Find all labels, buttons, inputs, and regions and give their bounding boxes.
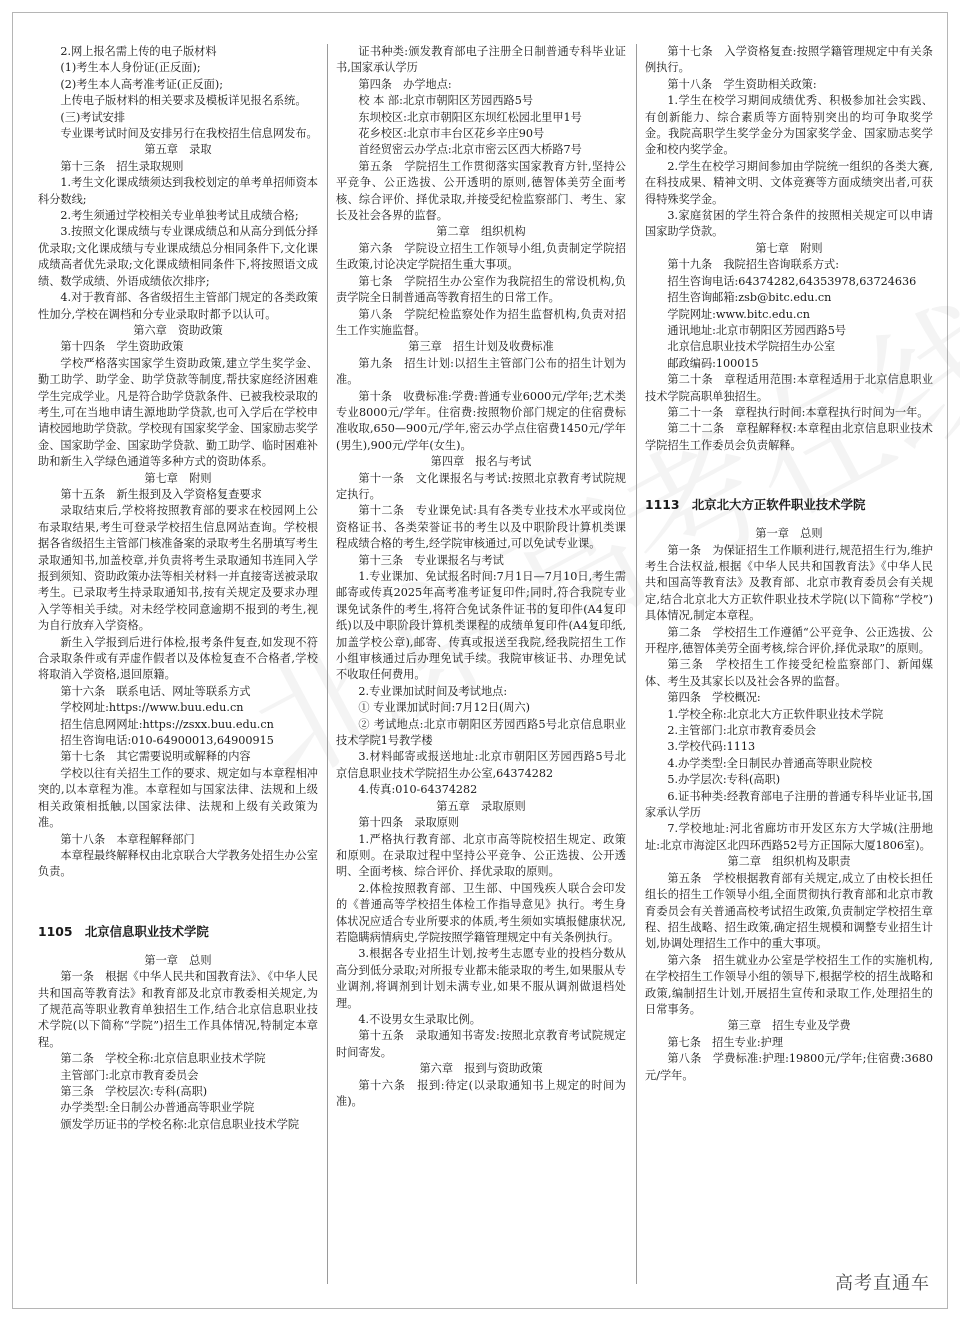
chapter-heading: 第六章 报到与资助政策 xyxy=(419,1062,543,1076)
chapter-heading: 第四章 报名与考试 xyxy=(430,455,532,469)
paragraph: 第十八条 学生资助相关政策: xyxy=(667,77,817,91)
paragraph: 2.考生须通过学校相关专业单独考试且成绩合格; xyxy=(60,209,299,223)
paragraph: 颁发学历证书的学校名称:北京信息职业技术学院 xyxy=(60,1117,300,1131)
paragraph: 第十九条 我院招生咨询联系方式: xyxy=(667,258,839,272)
paragraph: 3.根据各专业招生计划,按考生志愿专业的投档分数从高分到低分录取;对所报专业都未能录取的考生,如果服从专业调剂,将调剂到计划未满专业,如果不服从调剂做退档处理。 xyxy=(336,947,626,1010)
paragraph: 录取结束后,学校将按照教育部的要求在校园网上公布录取结果,考生可登录学校招生信息网站查询。学校根据各省级招生主管部门核准备案的录取考生名册填写考生录取通知书,加盖校章,并负责将考生录取通知书连同入学报到须知、资助政策办法等相关材料一并直接寄送被录取考生。已录取考生持录取通知书,按有关规定及要求办理入学等相关手续。对未经学校同意逾期不报到的考生,视为自行放弃入学资格。 xyxy=(38,504,318,633)
paragraph: 本章程最终解释权由北京联合大学教务处招生办公室负责。 xyxy=(38,848,318,879)
paragraph: 1.学校全称:北京北大方正软件职业技术学院 xyxy=(667,707,884,721)
paragraph: 2.网上报名需上传的电子版材料 xyxy=(60,45,217,58)
paragraph: 第四条 办学地点: xyxy=(358,77,452,91)
paragraph: 第十六条 联系电话、网址等联系方式 xyxy=(60,684,251,698)
paragraph: 第十七条 入学资格复查:按照学籍管理规定中有关条例执行。 xyxy=(645,45,933,75)
paragraph: 校 本 部:北京市朝阳区芳园西路5号 xyxy=(358,94,534,108)
paragraph: ① 专业课加试时间:7月12日(周六) xyxy=(358,701,531,715)
paragraph: 2.体检按照教育部、卫生部、中国残疾人联合会印发的《普通高等学校招生体检工作指导意见》执行。考生身体状况应适合专业所要求的体质,考生须如实填报健康状况,若隐瞒病情病史,学院按照学籍管理规定中有关条例执行。 xyxy=(336,881,626,944)
paragraph: 学校严格落实国家学生资助政策,建立学生奖学金、勤工助学、助学金、助学贷款等制度,帮扶家庭经济困难学生完成学业。凡是符合助学贷款条件、已被我校录取的考生,可在当地申请生源地助学贷款,也可入学后在学校申请校园地助学贷款。学校现有国家奖学金、国家励志奖学金、国家助学金、国家助学贷款、勤工助学、临时困难补助和新生入学绿色通道等多种方式的资助体系。 xyxy=(38,356,318,469)
paragraph: 2.学生在校学习期间参加由学院统一组织的各类大赛,在科技成果、精神文明、文体竞赛等方面成绩突出者,可获得特殊奖学金。 xyxy=(645,159,933,206)
paragraph: ② 考试地点:北京市朝阳区芳园西路5号北京信息职业技术学院1号教学楼 xyxy=(336,717,626,748)
paragraph: (三)考试安排 xyxy=(60,110,126,124)
paragraph: 第八条 学费标准:护理:19800元/学年;住宿费:3680元/学年。 xyxy=(645,1052,933,1082)
spacer xyxy=(645,454,933,496)
paragraph: 招生信息网网址:https://zsxx.buu.edu.cn xyxy=(60,717,274,731)
paragraph: 第十四条 录取原则 xyxy=(358,816,460,830)
paragraph: 第十五条 录取通知书寄发:按照北京教育考试院规定时间寄发。 xyxy=(336,1029,626,1059)
chapter-heading: 第一章 总则 xyxy=(144,953,212,967)
chapter-heading: 第二章 组织机构及职责 xyxy=(727,855,851,869)
paragraph: 第二十二条 章程解释权:本章程由北京信息职业技术学院招生工作委员会负责解释。 xyxy=(645,422,933,452)
paragraph: 第七条 学院招生办公室作为我院招生的常设机构,负责学院全日制普通高等教育招生的日常工作。 xyxy=(336,274,626,305)
paragraph: 4.办学类型:全日制民办普通高等职业院校 xyxy=(667,756,873,770)
paragraph: 第二十一条 章程执行时间:本章程执行时间为一年。 xyxy=(667,405,929,419)
chapter-heading: 第六章 资助政策 xyxy=(133,323,223,337)
chapter-heading: 第一章 总则 xyxy=(755,527,823,541)
paragraph: 主管部门:北京市教育委员会 xyxy=(60,1068,199,1082)
paragraph: 证书种类:颁发教育部电子注册全日制普通专科毕业证书,国家承认学历 xyxy=(336,45,626,75)
school-heading: 1113 北京北大方正软件职业技术学院 xyxy=(645,497,866,513)
paragraph: 第九条 招生计划:以招生主管部门公布的招生计划为准。 xyxy=(336,356,626,387)
paragraph: 招生咨询邮箱:zsb@bitc.edu.cn xyxy=(667,291,832,305)
paragraph: 第十一条 文化课报名与考试:按照北京教育考试院规定执行。 xyxy=(336,471,626,501)
brand-watermark: 高考直通车 xyxy=(835,1273,930,1294)
paragraph: 第十五条 新生报到及入学资格复查要求 xyxy=(60,487,262,501)
chapter-heading: 第五章 录取原则 xyxy=(436,799,526,813)
paragraph: 第一条 根据《中华人民共和国教育法》、《中华人民共和国高等教育法》和教育部及北京市教委相关规定,为了规范高等职业教育单独招生工作,结合北京信息职业技术学院(以下简称“学院”)招生工作具体情况,特制定本章程。 xyxy=(38,970,318,1049)
chapter-heading: 第二章 组织机构 xyxy=(436,225,526,239)
paragraph: 邮政编码:100015 xyxy=(667,356,759,370)
column-left xyxy=(38,44,318,1133)
paragraph: 招生咨询电话:64374282,64353978,63724636 xyxy=(667,274,917,288)
paragraph: 学校网址:https://www.buu.edu.cn xyxy=(60,701,244,715)
paragraph: 第十三条 招生录取规则 xyxy=(60,159,184,173)
paragraph: 第一条 为保证招生工作顺利进行,规范招生行为,维护考生合法权益,根据《中华人民共和国教育法》《中华人民共和国高等教育法》及教育部、北京市教育委员会有关规定,结合北京北大方正软件职业技术学院(以下简称“学校”)具体情况,制定本章程。 xyxy=(645,543,933,623)
paragraph: 学院网址:www.bitc.edu.cn xyxy=(667,307,810,321)
paragraph: 第六条 招生就业办公室是学校招生工作的实施机构,在学校招生工作领导小组的领导下,根据学校的招生战略和政策,编制招生计划,开展招生宣传和录取工作,处理招生的日常事务。 xyxy=(645,953,933,1016)
paragraph: 花乡校区:北京市丰台区花乡辛庄90号 xyxy=(358,127,545,141)
paragraph: 第三条 学校招生工作接受纪检监察部门、新闻媒体、考生及其家长以及社会各界的监督。 xyxy=(645,658,933,688)
paragraph: 第十二条 专业课免试:具有各类专业技术水平或岗位资格证书、各类荣誉证书的考生以及中职阶段计算机类课程成绩合格的考生,经学院审核通过,可以免试专业课。 xyxy=(336,504,626,551)
paragraph: 2.主管部门:北京市教育委员会 xyxy=(667,724,817,738)
paragraph: 4.传真:010-64374282 xyxy=(358,783,478,797)
paragraph: 5.办学层次:专科(高职) xyxy=(667,773,781,787)
paragraph: 第八条 学院纪检监察处作为招生监督机构,负责对招生工作实施监督。 xyxy=(336,307,626,337)
paragraph: 办学类型:全日制公办普通高等职业学院 xyxy=(60,1101,255,1115)
paragraph: 第十六条 报到:待定(以录取通知书上规定的时间为准)。 xyxy=(336,1078,626,1108)
paragraph: 北京信息职业技术学院招生办公室 xyxy=(667,340,836,354)
paragraph: 第五条 学校根据教育部有关规定,成立了由校长担任组长的招生工作领导小组,全面贯彻执行教育部和北京市教育委员会有关普通高校考试招生政策,负责制定学校招生章程、招生战略、招生政策,确定招生规模和调整专业招生计划,协调处理招生工作中的重大事项。 xyxy=(645,871,933,951)
paragraph: 1.学生在校学习期间成绩优秀、积极参加社会实践、有创新能力、综合素质等方面特别突出的均可争取奖学金。我院高职学生奖学金分为国家奖学金、国家励志奖学金和校内奖学金。 xyxy=(645,94,933,157)
paragraph: 第十三条 专业课报名与考试 xyxy=(358,553,504,567)
paragraph: 4.不设男女生录取比例。 xyxy=(358,1012,481,1026)
chapter-heading: 第七章 附则 xyxy=(144,471,212,485)
column-divider-1 xyxy=(327,44,328,1284)
paragraph: 第十七条 其它需要说明或解释的内容 xyxy=(60,750,251,764)
spacer xyxy=(645,514,933,526)
paragraph: (2)考生本人高考准考证(正反面); xyxy=(60,77,223,91)
paragraph: 2.专业课加试时间及考试地点: xyxy=(358,684,508,698)
paragraph: 东坝校区:北京市朝阳区东坝红松园北里甲1号 xyxy=(358,110,582,124)
paragraph: 1.考生文化课成绩须达到我校划定的单考单招师资本科分数线; xyxy=(38,176,318,206)
chapter-heading: 第七章 附则 xyxy=(755,241,823,255)
paragraph: 第七条 招生专业:护理 xyxy=(667,1035,784,1049)
paragraph: 3.家庭贫困的学生符合条件的按照相关规定可以申请国家助学贷款。 xyxy=(645,209,933,239)
spacer xyxy=(38,941,318,953)
paragraph: 招生咨询电话:010-64900013,64900915 xyxy=(60,734,274,748)
paragraph: 首经贸密云办学点:北京市密云区西大桥路7号 xyxy=(358,143,582,157)
paragraph: 第四条 学校概况: xyxy=(667,691,761,705)
paragraph: 第六条 学院设立招生工作领导小组,负责制定学院招生政策,讨论决定学院招生重大事项。 xyxy=(336,241,626,272)
paragraph: 第二条 学校招生工作遵循“公平竞争、公正选拔、公开程序,德智体美劳全面考核,综合评价,择优录取”的原则。 xyxy=(645,625,933,655)
paragraph: 第二条 学校全称:北京信息职业技术学院 xyxy=(60,1052,266,1066)
paragraph: 通讯地址:北京市朝阳区芳园西路5号 xyxy=(667,323,847,337)
paragraph: (1)考生本人身份证(正反面); xyxy=(60,61,201,75)
school-heading: 1105 北京信息职业技术学院 xyxy=(38,923,209,939)
paragraph: 专业课考试时间及安排另行在我校招生信息网发布。 xyxy=(60,127,318,141)
paragraph: 1.严格执行教育部、北京市高等院校招生规定、政策和原则。在录取过程中坚持公平竞争、公正选拔、公开透明、全面考核、综合评价、择优录取的原则。 xyxy=(336,832,626,879)
paragraph: 第五条 学院招生工作贯彻落实国家教育方针,坚持公平竞争、公正选拔、公开透明的原则,德智体美劳全面考核、综合评价、择优录取,并接受纪检监察部门、考生、家长及社会各界的监督。 xyxy=(336,159,626,223)
paragraph: 第十四条 学生资助政策 xyxy=(60,340,184,354)
paragraph: 第三条 学校层次:专科(高职) xyxy=(60,1084,208,1098)
column-middle xyxy=(336,44,626,1110)
chapter-heading: 第三章 招生计划及收费标准 xyxy=(408,340,554,354)
paragraph: 3.学校代码:1113 xyxy=(667,740,756,754)
chapter-heading: 第五章 录取 xyxy=(144,143,212,157)
paragraph: 6.证书种类:经教育部电子注册的普通专科毕业证书,国家承认学历 xyxy=(645,789,933,820)
column-right xyxy=(645,44,933,1084)
paragraph: 学校以往有关招生工作的要求、规定如与本章程相冲突的,以本章程为准。本章程如与国家法律、法规和上级相关政策相抵触,以国家法律、法规和上级有关政策为准。 xyxy=(38,766,318,830)
paragraph: 3.材料邮寄或报送地址:北京市朝阳区芳园西路5号北京信息职业技术学院招生办公室,64374282 xyxy=(336,750,626,780)
paragraph: 第二十条 章程适用范围:本章程适用于北京信息职业技术学院高职单独招生。 xyxy=(645,373,933,403)
column-divider-2 xyxy=(636,44,637,1284)
paragraph: 7.学校地址:河北省廊坊市开发区东方大学城(注册地址:北京市海淀区北四环西路52号方正国际大厦1806室)。 xyxy=(645,822,933,852)
paragraph: 3.按照文化课成绩与专业课成绩总和从高分到低分择优录取;文化课成绩与专业课成绩总分相同条件下,文化课成绩高者优先录取;文化课成绩相同条件下,将按照语文成绩、数学成绩、外语成绩依次排序; xyxy=(38,225,318,288)
paragraph: 新生入学报到后进行体检,报考条件复查,如发现不符合录取条件或有弄虚作假者以及体检复查不合格者,学校将取消入学资格,退回原籍。 xyxy=(38,635,318,682)
paragraph: 1.专业课加、免试报名时间:7月1日—7月10日,考生需邮寄或传真2025年高考准考证复印件;同时,符合我院专业课免试条件的考生,将符合免试条件证书的复印件(A4复印纸)以及中职阶段计算机类课程的成绩单复印件(A4复印纸,加盖学校公章),邮寄、传真或报送至我院,经我院招生工作小组审核通过后办理免试手续。我院审核证书、办理免试不收取任何费用。 xyxy=(336,570,626,682)
paragraph: 上传电子版材料的相关要求及模板详见报名系统。 xyxy=(60,94,307,108)
chapter-heading: 第三章 招生专业及学费 xyxy=(727,1019,851,1033)
paragraph: 4.对于教育部、各省级招生主管部门规定的各类政策性加分,学校在调档和分专业录取时都予以认可。 xyxy=(38,291,318,321)
paragraph: 第十八条 本章程解释部门 xyxy=(60,832,195,846)
spacer xyxy=(38,881,318,923)
paragraph: 第十条 收费标准:学费:普通专业6000元/学年;艺术类专业8000元/学年。住宿费:按照物价部门规定的住宿费标准收取,650—900元/学年,密云办学点住宿费1450元/学年(男生),900元/学年(女生)。 xyxy=(336,389,626,452)
